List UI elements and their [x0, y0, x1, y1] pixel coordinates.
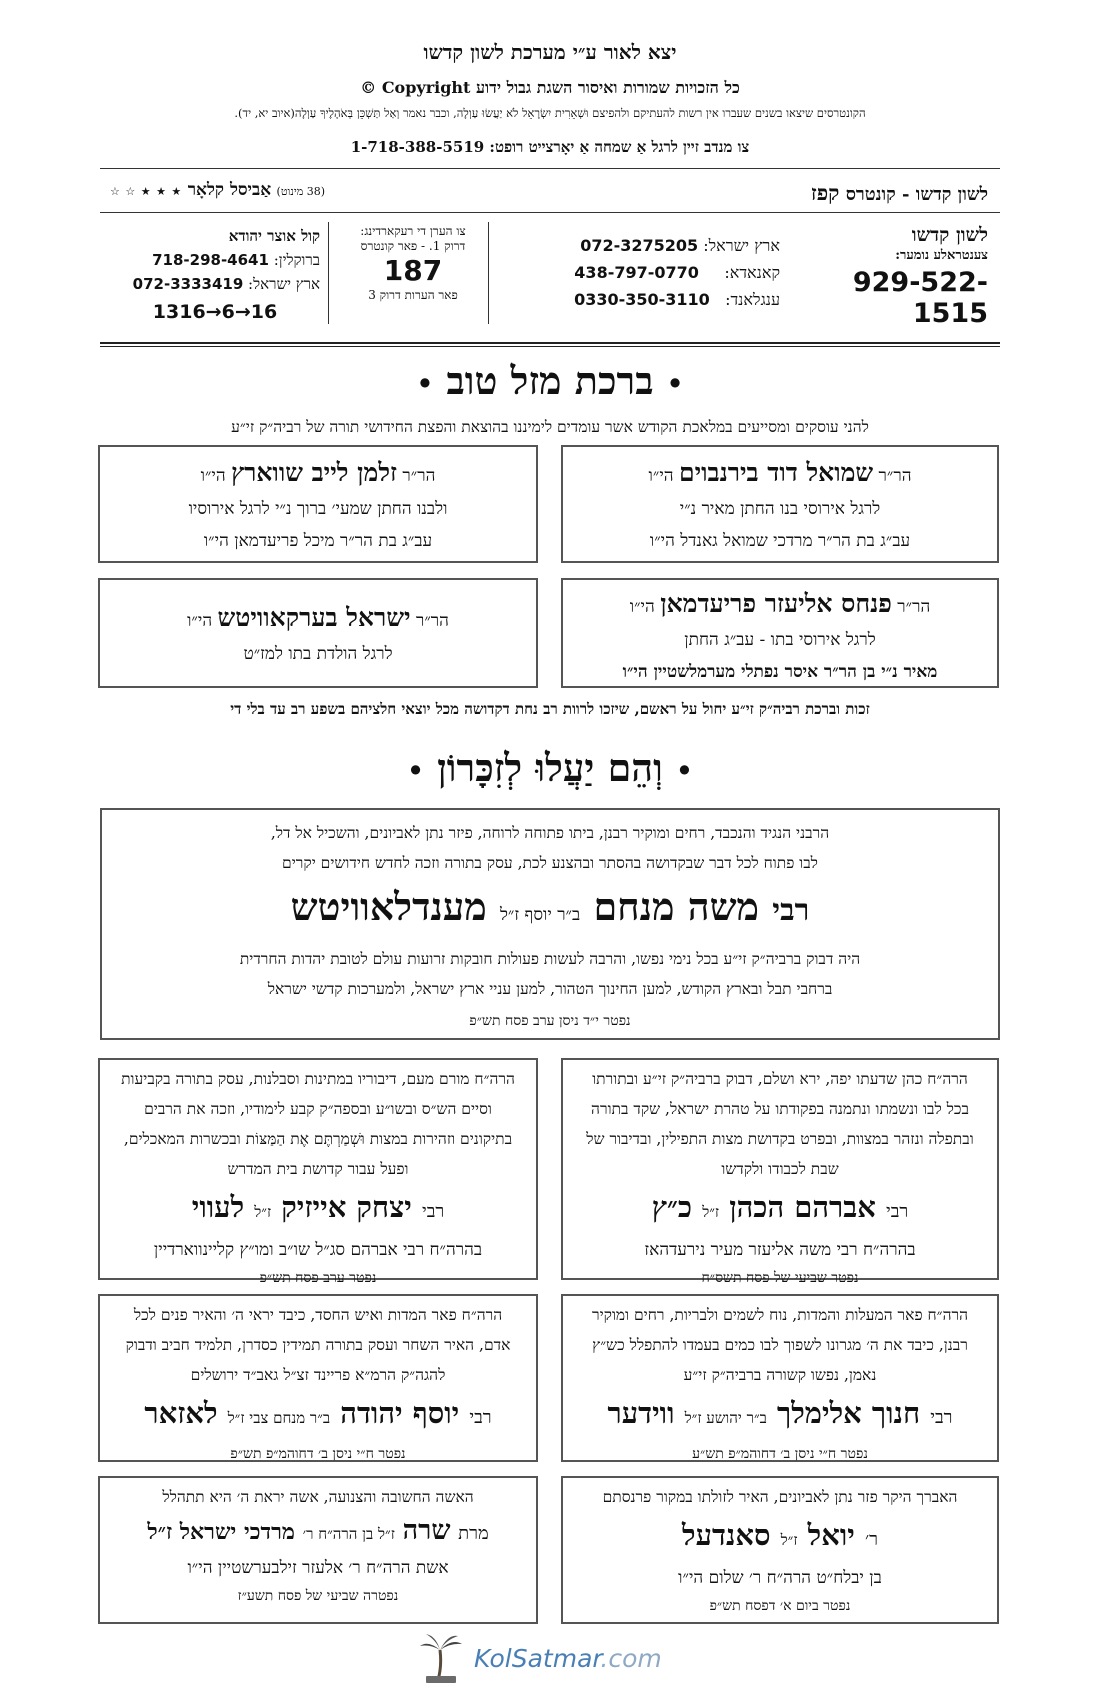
memorial-box-2: הרה״ח מורם מעם, דיבוריו במתינות וסבלנות, עסק בתורה בקביעות וסיים הש״ס ובשו״ע ובספה״ק קבע לימודיו, וזכה את הרבים בתיקונים וזהירות במצות וּשְׁמַרְתֶּם אֶת הַמַּצּוֹת ובכשרות המאכלים, ופעל עבור קדושת בית המדרש רבי יצחק אייזיק ז״ל לעווי בהרה״ח רבי אברהם סג״ל שו״ב ומו״ץ קליינווארדיין נפטר ערב פסח תש״פ [98, 1058, 538, 1280]
central-contact: לשון קדשו צענטראלע נומער: 929-522-1515 [788, 224, 988, 329]
divider [100, 342, 1000, 344]
divider [100, 212, 1000, 213]
header-line3: הקונטרסים שיצאו בשנים שעברו אין רשות להעתיקם ולהפיצם וּשְׁאֵרִית יִשְׂרָאֵל לֹא יַעֲשׂוּ עַוְלָה, וכבר נאמר וְאַל תַּשְׁכֵּן בְּאֹהָלֶיךָ עַוְלָה(איוב יא, יד). [234, 106, 866, 120]
mazal-box-3: הר״ר פנחס אליעזר פריעדמאן הי״ו לרגל אירוסי בתו - עב״ג החתן מאיר נ״י בן הר״ר איסר נפתלי מערמלשטיין הי״ו [561, 578, 999, 688]
mazal-title: • ברכת מזל טוב • [416, 358, 684, 403]
recording-number: 187 [383, 254, 443, 287]
memorial-box-1: הרה״ח כהן שדעתו יפה, ירא ושלם, דבוק ברביה״ק זי״ע ובתורתו בכל לבו ונשמתו ונתמנה בפקודתו על טהרת ישראל, שקד בתורה ובתפלה ונזהר במצוות, ובפרט בקדושת מצות התפילין, ובדיבור של שבת לכבודו ולקדשו רבי אברהם הכהן ז״ל כ״ץ בהרה״ח רבי משה אליעזר מעיר נירעדהאז נפטר שביעי של פסח תשס״ח [561, 1058, 999, 1280]
header-line4: צו מנדב זיין לרגל אַ שמחה אַ יאָרצייט רופט: 1-718-388-5519 [350, 138, 750, 156]
kol-otzar-contacts: קול אוצר יהודא ברוקלין: 718-298-4641 ארץ ישראל: 072-3333419 16→6→1316 [132, 227, 320, 323]
reader-line: (38 מינוט) אַביסל קלאָר ★ ★ ★ ☆ ☆ [110, 180, 326, 200]
mazal-box-1: הר״ר שמואל דוד בירנבוים הי״ו לרגל אירוסי בנו החתן מאיר נ״י עב״ג בת הר״ר מרדכי שמואל גאנדל הי״ו [561, 445, 999, 563]
header-line1: יצא לאור ע״י מערכת לשון קדשו [423, 40, 677, 64]
kuntres-title: לשון קדשו - קונטרס קפז [810, 180, 988, 205]
regional-contacts: ארץ ישראל: 072-3275205 קאנאדא: 438-797-0770 ענגלאנד: 0330-350-3110 [574, 236, 780, 309]
central-number: 929-522-1515 [852, 267, 988, 329]
memorial-box-6: האשה החשובה והצנועה, אשה יראת ה׳ היא תתהלל מרת שרה ז״ל בן הרה״ח ר׳ מרדכי ישראל ז״ל אשת הרה״ח ר׳ אלעזר זילבערשטיין הי״ו נפטרה שביעי של פסח תשע״ז [98, 1476, 538, 1624]
header-line2: כל הזכויות שמורות ואיסור השגת גבול ידוע Copyright © [360, 78, 740, 97]
memorial-box-5: האברך היקר פזר נתן לאביונים, האיר לזולתו במקור פרנסתם ר׳ יואל ז״ל סאנדעל בן יבלח״ט הרה״ח ר׳ שלום הי״ו נפטר ביום א׳ דפסח תש״פ [561, 1476, 999, 1624]
memorial-box-4: הרה״ח פאר המדות ואיש החסד, כיבד יראי ה׳ והאיר פנים לכל אדם, האיר השחר ועסק בתורה תמידין כסדרן, תלמיד חביב ודבוק להגה״ק הרמ״א פריינד זצ״ל גאב״ד ירושלים רבי יוסף יהודה ב״ר מנחם צבי ז״ל לאזאר נפטר ח״י ניסן ב׳ דחוהמ״פ תש״פ [98, 1294, 538, 1462]
mazal-closing: זכות וברכת רביה״ק זי״ע יחול על ראשם, שיזכו לרוות רב נחת דקדושה מכל יוצאי חלציהם בשפע רב עד בלי די [230, 700, 870, 718]
mazal-intro: להני עוסקים ומסייעים במלאכת הקודש אשר עומדים לימיננו בהוצאת והפצת החידושי תורה של רביה״ק זי״ע [231, 418, 869, 436]
memorial-main: הרבני הנגיד והנכבד, רחים ומוקיר רבנן, ביתו פתוחה לרוחה, פיזר נתן לאביונים, והשכיל אל דל, לבו פתוח לכל דבר שבקדושה בהסתר ובהצנע לכת, עסק בתורה וזכה לחדש חידושים יקרים רבי משה מנחם ב״ר יוסף ז״ל מענדלאוויטש היה דבוק ברביה״ק זי״ע בכל נימי נפשו, והרבה לעשות פעולות חובקות זרועות עולם לטובת יהדות החרדית ברחבי תבל ובארץ הקודש, למען החינוך הטהור, למען עניי ארץ ישראל, ולמערכות קדשי ישראל נפטר י״ד ניסן ערב פסח תש״פ [100, 808, 1000, 1040]
divider [100, 168, 1000, 169]
palm-tree-icon [418, 1632, 464, 1684]
memorial-title: • וְהֵם יַעֲלוּ לְזִכָּרוֹן • [407, 745, 693, 790]
divider [488, 222, 489, 324]
divider [328, 222, 329, 324]
rating-stars: ★ ★ ★ ☆ ☆ [110, 185, 183, 198]
mazal-box-2: הר״ר זלמן לייב שווארץ הי״ו ולבנו החתן שמעי׳ ברוך נ״י לרגל אירוסיו עב״ג בת הר״ר מיכל פריעדמאן הי״ו [98, 445, 538, 563]
kolsatmar-logo[interactable]: KolSatmar.com [418, 1632, 708, 1684]
divider [100, 346, 1000, 347]
mazal-box-4: הר״ר ישראל בערקאוויטש הי״ו לרגל הולדת בתו למז״ט [98, 578, 538, 688]
recording-info: צו הערן די רעקארדינג: דרוק 1. - פאר קונטרס 187 פאר הערות דרוק 3 [338, 224, 488, 303]
memorial-box-3: הרה״ח פאר המעלות והמדות, נוח לשמים ולבריות, רחים ומוקיר רבנן, כיבד את ה׳ מגרונו לשפוך לבו כמים בעמדו להתפלל כש״ץ נאמן, נפשו קשורה ברביה״ק זי״ע רבי חנוך אלימלך ב״ר יהושע ז״ל ווידער נפטר ח״י ניסן ב׳ דחוהמ״פ תש״ע [561, 1294, 999, 1462]
